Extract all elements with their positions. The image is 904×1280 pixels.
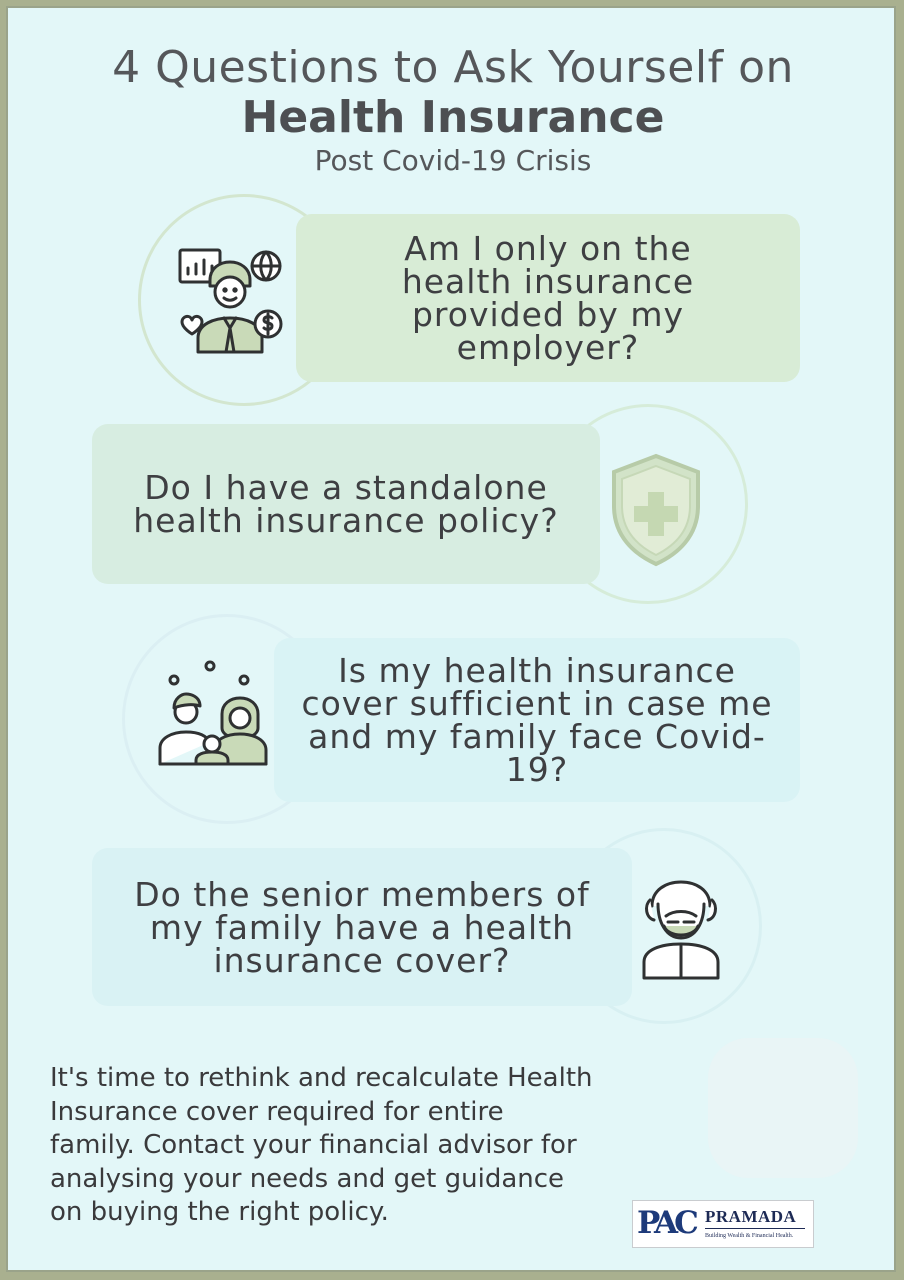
question-1-text: Am I only on the health insurance provided by my employer?	[401, 229, 695, 367]
family-icon	[152, 658, 272, 768]
employee-icon	[174, 244, 286, 356]
shield-plus-icon	[604, 450, 708, 570]
logo-name: PRAMADA	[705, 1207, 797, 1226]
title-line-3: Post Covid-19 Crisis	[314, 144, 592, 177]
background-smudge	[708, 1038, 858, 1178]
logo-tagline: Building Wealth & Financial Health.	[705, 1233, 794, 1239]
question-2-text: Do I have a standalone health insurance policy?	[133, 468, 559, 540]
title-line-1: 4 Questions to Ask Yourself on	[112, 42, 794, 93]
question-4-text: Do the senior members of my family have a health insurance cover?	[134, 874, 590, 980]
logo-mark: PAC	[637, 1205, 695, 1241]
senior-person-icon	[638, 876, 724, 980]
question-2-card	[92, 424, 600, 584]
logo-divider	[705, 1228, 805, 1229]
infographic	[6, 6, 896, 1272]
question-3-text: Is my health insurance cover sufficient in case me and my family face Covid-19?	[301, 651, 773, 789]
question-3-card	[274, 638, 800, 802]
question-4-card	[92, 848, 632, 1006]
pramada-logo	[632, 1200, 814, 1248]
footer-text: It's time to rethink and recalculate Health Insurance cover required for entire family. Contact your financial advisor for analysing your needs and get guidance on buying the right policy.	[50, 1063, 593, 1227]
title-line-2: Health Insurance	[241, 92, 665, 143]
question-1-card	[296, 214, 800, 382]
